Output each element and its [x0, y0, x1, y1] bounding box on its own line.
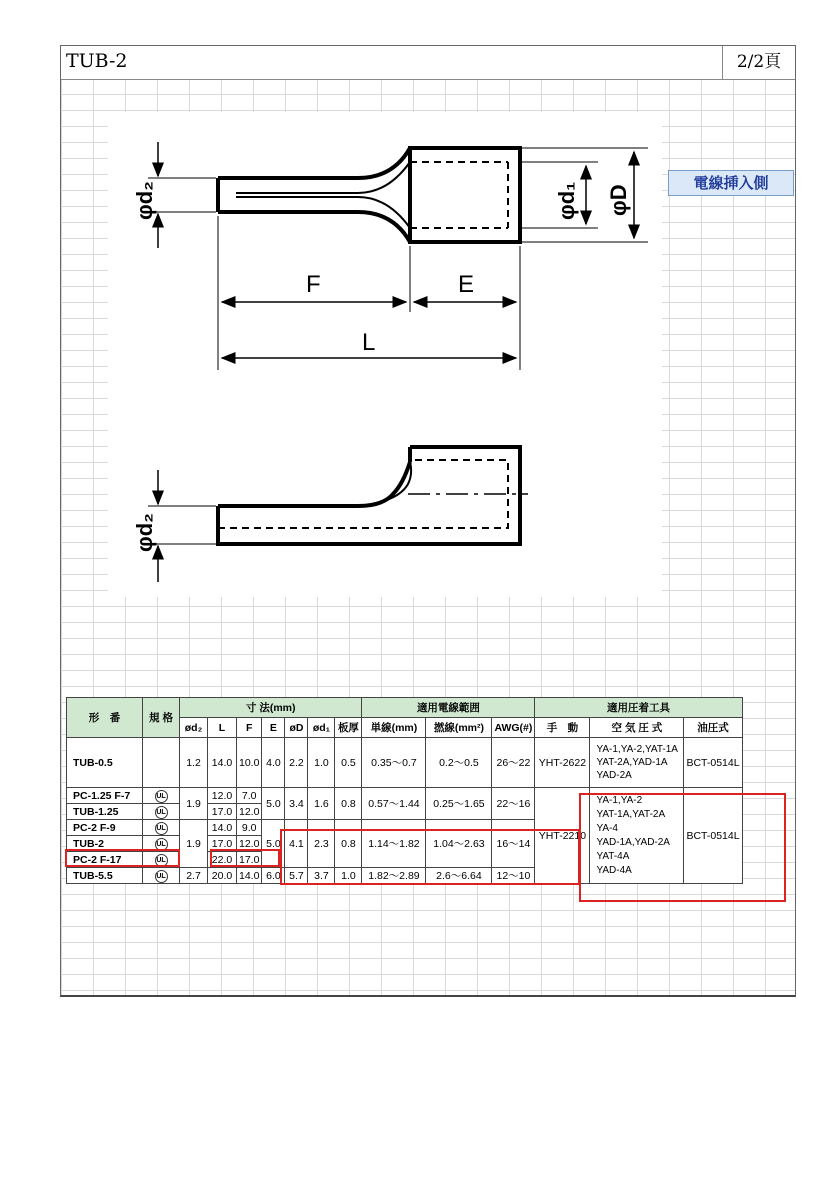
sub-awg: AWG(#) — [492, 718, 535, 738]
table-row: PC-2 F-17 UL 22.0 17.0 — [67, 852, 743, 868]
table-row: TUB-0.5 1.2 14.0 10.0 4.0 2.2 1.0 0.5 0.35〜0.7 0.2〜0.5 26〜22 YHT-2622 YA-1,YA-2,YAT-1A YAT-2A,YAD-1A YAD-2A BCT-0514L — [67, 738, 743, 788]
sub-pneumatic: 空 気 圧 式 — [590, 718, 684, 738]
header-dimensions: 寸 法(mm) — [180, 698, 362, 718]
title-row — [61, 46, 795, 80]
wire-insertion-side-label: 電線挿入側 — [668, 170, 794, 196]
document-title: TUB-2 — [66, 50, 128, 72]
sub-d2: ød₂ — [180, 718, 208, 738]
label-d2-top: φd₂ — [132, 181, 157, 220]
sub-F: F — [237, 718, 262, 738]
label-d1: φd₁ — [554, 181, 579, 220]
ul-mark-icon: UL — [143, 852, 180, 868]
sub-d1: ød₁ — [308, 718, 335, 738]
page-number: 2/2頁 — [722, 46, 795, 79]
sub-hydraulic: 油圧式 — [684, 718, 742, 738]
sub-L: L — [208, 718, 237, 738]
manual-tool: YHT-2210 — [535, 788, 590, 884]
header-standard: 規 格 — [143, 698, 180, 738]
header-tools: 適用圧着工具 — [535, 698, 742, 718]
ul-mark-icon: UL — [143, 868, 180, 884]
top-view — [218, 148, 520, 242]
header-wire-range: 適用電線範囲 — [362, 698, 535, 718]
terminal-drawing — [108, 112, 662, 597]
sub-thickness: 板厚 — [335, 718, 362, 738]
table-row: PC-2 F-9 UL 1.9 14.0 9.0 5.0 4.1 2.3 0.8 1.14〜1.82 1.04〜2.63 16〜14 — [67, 820, 743, 836]
sub-stranded: 撚線(mm²) — [426, 718, 492, 738]
table-row: TUB-2 UL 17.0 12.0 — [67, 836, 743, 852]
spec-table — [66, 697, 743, 884]
sub-E: E — [262, 718, 285, 738]
sub-D: øD — [285, 718, 308, 738]
ul-mark-icon: UL — [143, 804, 180, 820]
pneumatic-tools: YA-1,YA-2 YAT-1A,YAT-2A YA-4 YAD-1A,YAD-2A YAT-4A YAD-4A — [590, 788, 684, 884]
label-F: F — [306, 271, 321, 298]
header-model: 形 番 — [67, 698, 143, 738]
label-d2-side: φd₂ — [132, 513, 157, 552]
table-row: TUB-5.5 UL 2.7 20.0 14.0 6.0 5.7 3.7 1.0 1.82〜2.89 2.6〜6.64 12〜10 — [67, 868, 743, 884]
ul-mark-icon: UL — [143, 820, 180, 836]
ul-mark-icon: UL — [143, 788, 180, 804]
hydraulic-tool: BCT-0514L — [684, 788, 742, 884]
label-L: L — [362, 329, 376, 356]
label-D: φD — [606, 184, 631, 216]
sub-solid: 単線(mm) — [362, 718, 426, 738]
side-view — [218, 447, 528, 544]
ul-mark-icon: UL — [143, 836, 180, 852]
table-row: TUB-1.25 UL 17.0 12.0 — [67, 804, 743, 820]
label-E: E — [458, 271, 475, 298]
sub-manual: 手 動 — [535, 718, 590, 738]
table-row: PC-1.25 F-7 UL 1.9 12.0 7.0 5.0 3.4 1.6 0.8 0.57〜1.44 0.25〜1.65 22〜16 YHT-2210 YA-1,YA-2 YAT-1A,YAT-2A YA-4 YAD-1A,YAD-2A YAT-4A YAD-4A BCT-0514L — [67, 788, 743, 804]
